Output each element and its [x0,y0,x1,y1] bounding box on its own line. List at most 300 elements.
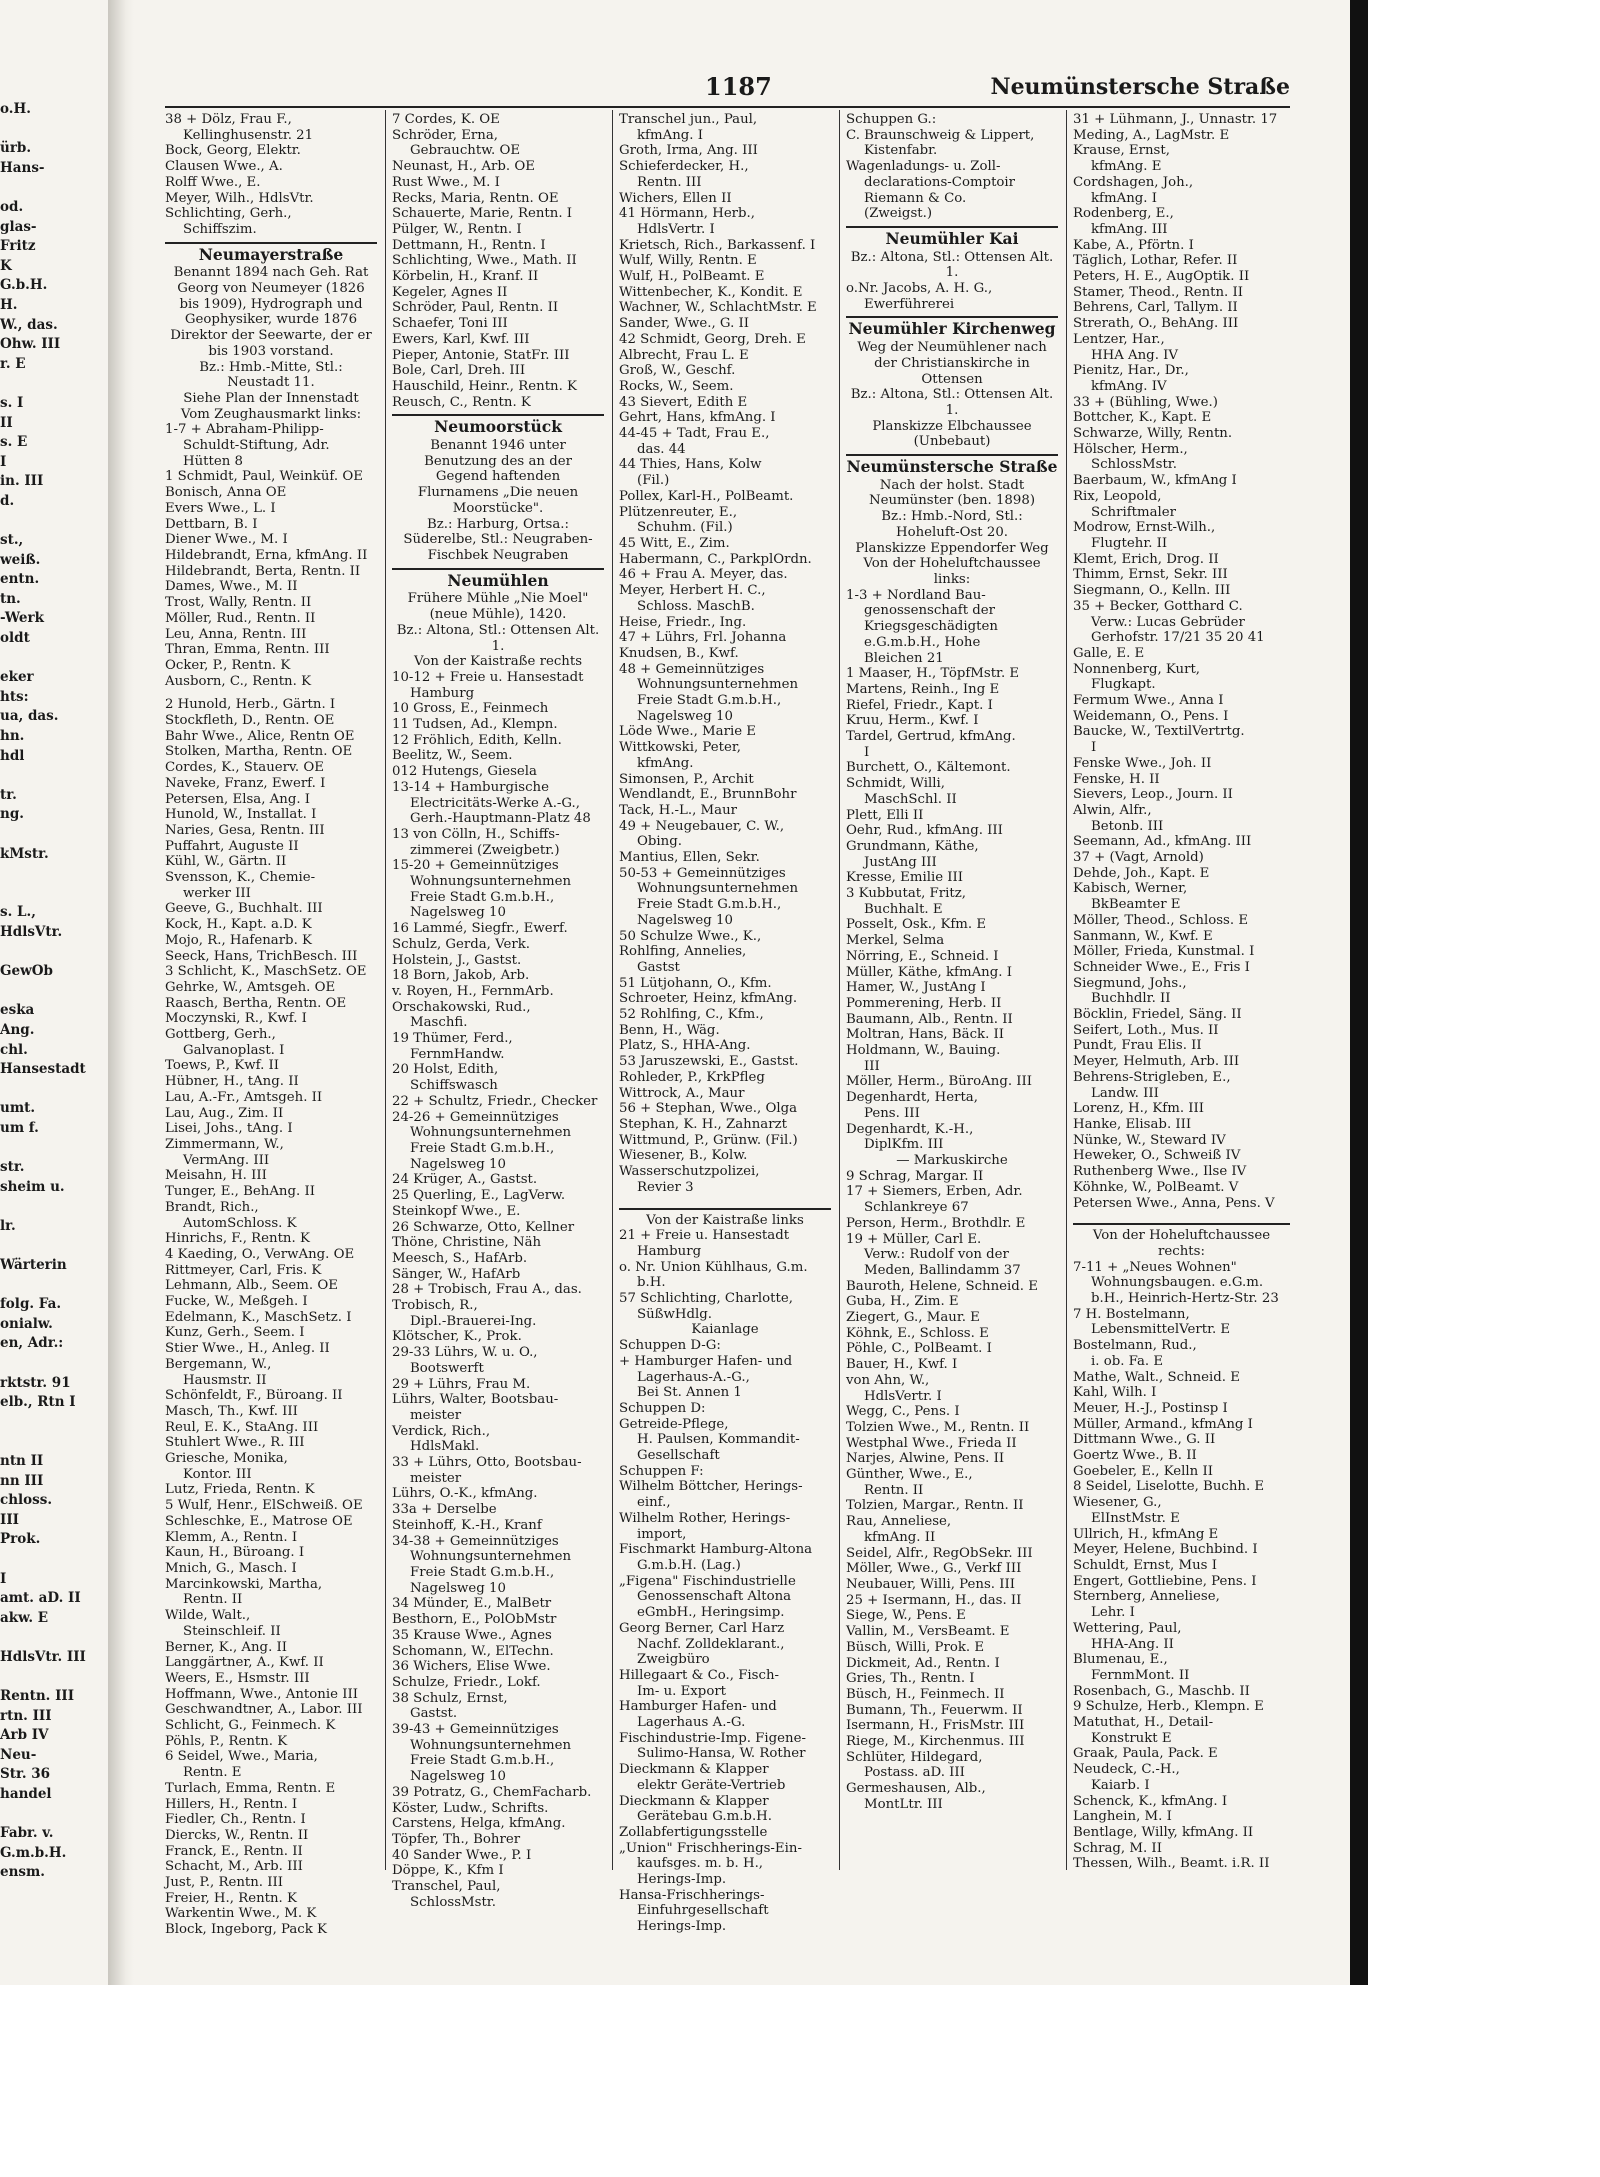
directory-entry: Schröder, Erna, [392,127,498,143]
directory-entry: Riege, M., Kirchenmus. III [846,1734,1025,1750]
directory-entry: 47 + Lührs, Frl. Johanna [619,630,787,646]
directory-entry: 7 H. Bostelmann, [1073,1306,1190,1322]
directory-entry: kfmAng. III [1091,221,1168,237]
directory-entry: Mantius, Ellen, Sekr. [619,850,760,866]
directory-entry: Thöne, Christine, Näh [392,1235,542,1251]
directory-entry: 42 Schmidt, Georg, Dreh. E [619,331,806,347]
directory-entry: Fischindustrie-Imp. Figene- [619,1730,806,1746]
directory-entry: 2 Hunold, Herb., Gärtn. I [165,697,336,713]
directory-entry: Stuhlert Wwe., R. III [165,1435,305,1451]
directory-entry: Schlicht, G., Feinmech. K [165,1718,336,1734]
directory-entry: Pundt, Frau Elis. II [1073,1038,1202,1054]
directory-entry: 21 + Freie u. Hansestadt [619,1228,790,1244]
directory-entry: Seemann, Ad., kfmAng. III [1073,834,1252,850]
directory-entry: (Unbebaut) [913,434,991,450]
directory-entry: Heise, Friedr., Ing. [619,614,747,630]
directory-entry: Holdmann, W., Bauing. [846,1043,1001,1059]
directory-entry: Krietsch, Rich., Barkassenf. I [619,237,816,253]
directory-entry: eGmbH., Heringsimp. [637,1605,785,1621]
prev-page-line [0,374,104,394]
directory-entry: 31 + Lühmann, J., Unnastr. 17 [1073,112,1278,127]
directory-entry: Lentzer, Har., [1073,331,1165,347]
prev-page-line: III [0,1511,19,1528]
directory-entry: Franck, E., Rentn. II [165,1843,303,1859]
directory-entry: Lührs, Walter, Bootsbau- [392,1392,559,1408]
directory-entry: 57 Schlichting, Charlotte, [619,1291,793,1307]
directory-entry: Von der Kaistraße rechts [413,654,583,670]
directory-entry: 37 + (Vagt, Arnold) [1073,850,1204,866]
directory-entry: e.G.m.b.H., Hohe [864,634,981,650]
directory-entry: Ruthenberg Wwe., Ilse IV [1073,1164,1247,1180]
directory-entry: Gehrke, W., Amtsgeh. OE [165,979,336,995]
directory-entry: 38 Schulz, Ernst, [392,1690,508,1706]
prev-page-line: glas- [0,218,37,235]
directory-entry: kaufsges. m. b. H., [637,1856,764,1872]
directory-entry: Kaun, H., Büroang. I [165,1545,305,1561]
directory-entry: Im- u. Export [637,1683,727,1699]
directory-entry: Kunz, Gerh., Seem. I [165,1325,305,1341]
prev-page-line [0,120,104,140]
directory-entry: Meuer, H.-J., Postinsp I [1073,1400,1228,1416]
directory-entry: Nagelsweg 10 [410,1580,506,1596]
directory-entry: Lisei, Johs., tAng. I [165,1121,293,1137]
column-divider [1066,110,1067,1870]
directory-entry: Albrecht, Frau L. E [619,347,749,363]
directory-entry: Modrow, Ernst-Wilh., [1073,520,1216,536]
directory-entry: SchlossMstr. [410,1894,496,1910]
directory-entry: Freie Stadt G.m.b.H., [637,693,782,709]
directory-entry: 41 Hörmann, Herb., [619,206,756,222]
directory-entry: 8 Seidel, Liselotte, Buchh. E [1073,1479,1265,1495]
directory-entry: Hildebrandt, Berta, Rentn. II [165,563,361,579]
page-header [160,72,1290,106]
directory-entry: Turlach, Emma, Rentn. E [165,1780,336,1796]
prev-page-line: akw. E [0,1609,49,1626]
directory-entry: Baerbaum, W., kfmAng I [1073,473,1237,489]
directory-entry: Weg der Neumühlener nach der Christianskirche in Ottensen [857,340,1047,387]
prev-page-line: hn. [0,728,25,744]
directory-entry: Cordes, K., Stauerv. OE [165,760,324,776]
directory-entry: Hildebrandt, Erna, kfmAng. II [165,547,368,563]
directory-entry: Mnich, G., Masch. I [165,1560,297,1576]
directory-entry: HdlsVertr. I [637,221,715,237]
directory-entry: Ocker, P., Rentn. K [165,657,291,673]
directory-entry: Rohleder, P., KrkPfleg [619,1069,765,1085]
directory-entry: Lagerhaus A.-G. [637,1715,746,1731]
directory-entry: Köhnke, W., PolBeamt. V [1073,1179,1239,1195]
directory-entry: „Union" Frischherings-Ein- [619,1840,802,1856]
directory-entry: Schaefer, Toni III [392,316,508,332]
prev-page-line [0,884,104,904]
prev-page-line: Hansestadt [0,1061,86,1078]
directory-entry: Planskizze Eppendorfer Weg [855,540,1049,556]
directory-column-1 [165,112,377,1938]
directory-entry: Hamer, W., JustAng I [846,980,986,996]
prev-page-line [0,1432,104,1452]
directory-entry: Köhnk, E., Schloss. E [846,1325,989,1341]
directory-entry [165,689,377,697]
directory-entry: FernmMont. II [1091,1667,1190,1683]
directory-entry: Schleschke, E., Matrose OE [165,1513,353,1529]
directory-entry: Freie Stadt G.m.b.H., [410,889,555,905]
directory-entry: kfmAng. [637,755,694,771]
directory-entry: Petersen Wwe., Anna, Pens. V [1073,1195,1275,1211]
directory-entry: b.H., Heinrich-Hertz-Str. 23 [1091,1291,1279,1307]
directory-entry: Kabe, A., Pförtn. I [1073,237,1194,253]
prev-page-line [0,1354,104,1374]
directory-entry: Bz.: Harburg, Ortsa.: Süderelbe, Stl.: Neugraben-Fischbek Neugraben [403,516,593,563]
directory-entry: 7-11 + „Neues Wohnen" [1073,1259,1237,1275]
directory-entry: Meyer, Wilh., HdlsVtr. [165,190,314,206]
directory-entry: Gastst [637,959,680,975]
directory-entry: Schuppen F: [619,1463,704,1479]
directory-entry: Lehr. I [1091,1605,1135,1621]
directory-entry: Degenhardt, K.-H., [846,1121,974,1137]
directory-entry: Schroeter, Heinz, kfmAng. [619,991,798,1007]
directory-entry: Cordshagen, Joh., [1073,174,1194,190]
directory-column-2 [392,112,604,1910]
directory-entry: Galle, E. E [1073,645,1145,661]
prev-page-line [0,178,104,198]
directory-entry: Moltran, Hans, Bäck. II [846,1027,1005,1043]
prev-page-line: HdlsVtr. [0,923,63,940]
directory-entry: G.m.b.H. (Lag.) [637,1557,741,1573]
directory-entry: Person, Herm., Brothdlr. E [846,1215,1026,1231]
directory-entry: Gehrt, Hans, kfmAng. I [619,410,776,426]
prev-page-line: H. [0,296,18,313]
directory-column-4 [846,112,1058,1872]
directory-entry: Schmidt, Willi, [846,776,945,792]
directory-entry: + Hamburger Hafen- und [619,1353,793,1369]
directory-entry: Fenske, H. II [1073,771,1160,787]
directory-entry: Hamburg [410,685,475,701]
directory-entry: Evers Wwe., L. I [165,500,276,516]
directory-entry: Flugkapt. [1091,677,1156,693]
directory-entry: Wilde, Walt., [165,1608,251,1624]
directory-entry: Griesche, Monika, [165,1451,288,1467]
directory-entry: Fermum Wwe., Anna I [1073,693,1224,709]
directory-entry: Dettbarn, B. I [165,516,258,532]
directory-entry: Mojo, R., Hafenarb. K [165,932,312,948]
directory-entry: Bz.: Altona, Stl.: Ottensen Alt. 1. [396,622,600,654]
directory-entry: Wilhelm Rother, Herings- [619,1510,791,1526]
prev-page-line: Str. 36 [0,1766,51,1783]
directory-entry: 24 Krüger, A., Gastst. [392,1172,538,1188]
directory-entry: Lührs, O.-K., kfmAng. [392,1486,538,1502]
directory-entry: Wittrock, A., Maur [619,1085,745,1101]
prev-page-line: kMstr. [0,845,49,862]
directory-entry: FernmHandw. [410,1046,505,1062]
prev-page-line: tr. [0,786,17,803]
directory-entry: Leu, Anna, Rentn. III [165,626,307,642]
directory-entry: Narjes, Alwine, Pens. II [846,1451,1005,1467]
directory-entry: 29 + Lührs, Frau M. [392,1376,531,1392]
directory-entry: Wohnungsunternehmen [410,1125,572,1141]
directory-entry: JustAng III [864,854,937,870]
directory-entry: Nach der holst. Stadt Neumünster (ben. 1898) [868,477,1036,509]
directory-entry: Möller, Wwe., G., Verkf III [846,1561,1022,1577]
prev-page-line: nn III [0,1472,44,1489]
directory-entry: Schiffszim. [183,221,257,237]
directory-entry: Von der Hoheluftchaussee rechts: [1073,1223,1290,1259]
directory-entry: Lagerhaus-A.-G., [637,1369,750,1385]
directory-entry: HHA Ang. IV [1091,347,1179,363]
directory-entry: Büsch, Willi, Prok. E [846,1639,985,1655]
prev-page-line: I [0,1570,7,1587]
prev-page-line: G.b.H. [0,277,48,294]
prev-page-line [0,1138,104,1158]
prev-page-line: ua, das. [0,708,59,725]
directory-entry: Bauroth, Helene, Schneid. E [846,1278,1038,1294]
directory-entry: 1-3 + Nordland Bau- [846,587,986,603]
directory-entry: Steinkopf Wwe., E. [392,1203,521,1219]
prev-page-line [0,864,104,884]
header-rule [165,106,1290,108]
column-divider [839,110,840,1870]
directory-entry: 15-20 + Gemeinnütziges [392,858,559,874]
directory-entry: Diercks, W., Rentn. II [165,1827,309,1843]
directory-entry: Hillegaart & Co., Fisch- [619,1667,780,1683]
directory-entry: Svensson, K., Chemie- [165,870,316,886]
directory-entry: Neubauer, Willi, Pens. III [846,1576,1016,1592]
directory-entry: Nonnenberg, Kurt, [1073,661,1201,677]
directory-entry: HdlsMakl. [410,1439,480,1455]
directory-entry: Behrens, Carl, Tallym. II [1073,300,1238,316]
directory-entry: Wachner, W., SchlachtMstr. E [619,300,817,316]
directory-entry: C. Braunschweig & Lippert, [846,127,1035,143]
directory-entry: Bz.: Hmb.-Mitte, Stl.: Neustadt 11. [199,359,343,391]
directory-entry: Obing. [637,834,682,850]
directory-entry: Nagelsweg 10 [410,905,506,921]
prev-page-line [0,1236,104,1256]
directory-entry: 25 Querling, E., LagVerw. [392,1188,566,1204]
directory-entry: 1 Schmidt, Paul, Weinküf. OE [165,469,363,485]
directory-entry: Rentn. II [183,1592,243,1608]
prev-page-line: r. E [0,355,26,372]
directory-entry: Degenhardt, Herta, [846,1090,978,1106]
directory-entry: 28 + Trobisch, Frau A., das. [392,1282,582,1298]
directory-entry: 38 + Dölz, Frau F., [165,112,292,127]
directory-entry: Tardel, Gertrud, kfmAng. [846,729,1016,745]
directory-entry: Toews, P., Kwf. II [165,1058,280,1074]
directory-entry: Meyer, Helene, Buchbind. I [1073,1542,1258,1558]
directory-entry: ElInstMstr. E [1091,1510,1180,1526]
directory-entry: Dehde, Joh., Kapt. E [1073,865,1210,881]
street-heading: Neumünstersche Straße [846,454,1058,475]
directory-entry: Sternberg, Anneliese, [1073,1589,1220,1605]
prev-page-line: chloss. [0,1492,53,1509]
directory-entry: Edelmann, K., MaschSetz. I [165,1309,352,1325]
directory-entry: VermAng. III [183,1152,270,1168]
directory-entry: MaschSchl. II [864,791,957,807]
directory-entry: Hanke, Elisab. III [1073,1117,1192,1132]
directory-entry: Burchett, O., Kältemont. [846,760,1011,776]
directory-entry: „Figena" Fischindustrielle [619,1573,796,1589]
directory-entry: Pöhle, C., PolBeamt. I [846,1341,992,1357]
directory-entry: 50 Schulze Wwe., K., [619,928,762,944]
directory-entry: Raasch, Bertha, Rentn. OE [165,995,347,1011]
directory-entry: Plützenreuter, E., [619,504,738,520]
directory-entry: Geschwandtner, A., Labor. III [165,1702,363,1718]
directory-entry: Körbelin, H., Kranf. II [392,269,539,285]
directory-entry: Löde Wwe., Marie E [619,724,756,740]
prev-page-line: o.H. [0,101,31,117]
directory-entry: Lau, Aug., Zim. II [165,1105,284,1121]
directory-entry: 5 Wulf, Henr., ElSchweiß. OE [165,1498,363,1514]
directory-entry: Schlichting, Gerh., [165,206,292,222]
directory-entry: Schuppen D-G: [619,1338,721,1354]
prev-page-line [0,766,104,786]
prev-page-line: rtn. III [0,1707,52,1724]
prev-page-line: Fabr. v. [0,1825,54,1842]
directory-entry: 45 Witt, E., Zim. [619,535,730,551]
directory-entry: Möller, Frieda, Kunstmal. I [1073,944,1255,960]
directory-entry: Zimmermann, W., [165,1137,284,1152]
directory-entry: Gerhofstr. 17/21 35 20 41 [1091,630,1265,646]
directory-entry: Wohnungsunternehmen [410,1549,572,1565]
directory-entry: Freie Stadt G.m.b.H., [637,897,782,913]
directory-entry: Kontor. III [183,1466,252,1482]
directory-entry: Nörring, E., Schneid. I [846,948,999,964]
directory-entry: Langhein, M. I [1073,1809,1172,1825]
directory-entry: 25 + Isermann, H., das. II [846,1592,1022,1608]
directory-entry: Dettmann, H., Rentn. I [392,237,546,253]
directory-entry: Schlichting, Wwe., Math. II [392,253,577,269]
directory-entry: Lau, A.-Fr., Amtsgeh. II [165,1089,323,1105]
directory-entry: Postass. aD. III [864,1765,965,1781]
directory-entry: DiplKfm. III [864,1137,944,1153]
prev-page-line: Rentn. III [0,1688,75,1705]
directory-entry: AutomSchloss. K [183,1215,297,1231]
directory-entry: b.H. [637,1275,666,1291]
directory-entry: Schieferdecker, H., [619,159,749,175]
directory-entry: Kaianlage [691,1322,759,1338]
book-gutter [108,0,134,1985]
directory-entry: 10 Gross, E., Feinmech [392,701,549,717]
directory-entry: Schauerte, Marie, Rentn. I [392,206,573,222]
prev-page-line: K [0,257,12,274]
directory-entry: Beelitz, W., Seem. [392,748,513,764]
prev-page-line [0,1628,104,1648]
directory-entry: 33 + (Bühling, Wwe.) [1073,394,1218,410]
prev-page-line: W., das. [0,316,58,333]
directory-entry: Ziegert, G., Maur. E [846,1310,980,1326]
directory-entry: Rolff Wwe., E. [165,174,261,190]
prev-page-line: Wärterin [0,1257,67,1274]
directory-entry: Bergemann, W., [165,1356,272,1372]
directory-entry: Isermann, H., FrisMstr. III [846,1718,1025,1734]
prev-page-line [0,1668,104,1688]
directory-entry: 49 + Neugebauer, C. W., [619,818,785,834]
directory-entry: Knudsen, B., Kwf. [619,645,739,661]
directory-entry: Vallin, M., VersBeamt. E [846,1624,1010,1640]
directory-entry: Habermann, C., ParkplOrdn. [619,551,812,567]
page-edge-shadow [1350,0,1368,1985]
directory-entry: Schrag, M. II [1073,1840,1162,1856]
directory-entry: 29-33 Lührs, W. u. O., [392,1345,538,1361]
directory-entry: Tolzien Wwe., M., Rentn. II [846,1419,1030,1435]
directory-entry: Wagenladungs- u. Zoll- [846,159,1001,175]
directory-entry: Meisahn, H. III [165,1168,267,1184]
directory-entry: Galvanoplast. I [183,1042,285,1058]
directory-entry: Lutz, Frieda, Rentn. K [165,1482,315,1498]
directory-entry: 56 + Stephan, Wwe., Olga [619,1101,798,1117]
directory-entry: 43 Sievert, Edith E [619,394,748,410]
directory-entry: genossenschaft der [864,603,996,619]
directory-entry: Blumenau, E., [1073,1652,1168,1668]
directory-entry: Thimm, Ernst, Sekr. III [1073,567,1228,583]
prev-page-line: I [0,453,7,470]
directory-entry: Just, P., Rentn. III [165,1875,284,1891]
directory-entry: Masch, Th., Kwf. III [165,1403,298,1419]
directory-entry: Merkel, Selma [846,933,945,949]
directory-entry: Graak, Paula, Pack. E [1073,1746,1218,1762]
street-heading: Neumoorstück [392,414,604,435]
prev-page-line [0,1805,104,1825]
prev-page-line [0,1197,104,1217]
directory-entry: Müller, Käthe, kfmAng. I [846,964,1012,980]
prev-page-line: amt. aD. II [0,1590,81,1607]
directory-entry: Dieckmann & Klapper [619,1762,769,1778]
directory-entry: Pülger, W., Rentn. I [392,221,522,237]
directory-entry: kfmAng. E [1091,159,1162,175]
prev-page-line: Ang. [0,1021,35,1038]
directory-entry: 18 Born, Jakob, Arb. [392,968,530,984]
directory-entry: Benannt 1894 nach Geh. Rat Georg von Neumeyer (1826 bis 1909), Hydrograph und Geophysiker, wurde 1876 Direktor der Seewarte, der er bis 1903 vorstand. [170,265,372,359]
directory-entry: HdlsVertr. I [864,1388,942,1404]
directory-entry: SüßwHdlg. [637,1306,713,1322]
directory-entry: Wendlandt, E., BrunnBohr [619,787,797,803]
directory-entry: Pollex, Karl-H., PolBeamt. [619,488,794,504]
directory-entry: Holstein, J., Gastst. [392,952,522,968]
directory-entry: Pöhls, P., Rentn. K [165,1733,288,1749]
directory-entry: Gries, Th., Rentn. I [846,1671,975,1687]
directory-entry: Kahl, Wilh. I [1073,1385,1157,1401]
directory-entry: kfmAng. IV [1091,378,1167,394]
directory-entry: Schuldt, Ernst, Mus I [1073,1557,1217,1573]
directory-entry: 13 von Cölln, H., Schiffs- [392,826,560,842]
directory-entry: Sievers, Leop., Journ. II [1073,787,1233,803]
directory-entry: Schneider Wwe., E., Fris I [1073,959,1250,975]
directory-entry: Einfuhrgesellschaft [637,1903,769,1919]
directory-entry: Gerätebau G.m.b.H. [637,1809,772,1825]
directory-entry: Peters, H. E., AugOptik. II [1073,269,1250,285]
directory-entry: Bz.: Hmb.-Nord, Stl.: Hoheluft-Ost 20. [881,509,1023,540]
directory-entry: einf., [637,1495,671,1511]
street-heading: Neumühler Kirchenweg [846,316,1058,337]
prev-page-line: eska [0,1002,35,1019]
directory-entry: 7 Cordes, K. OE [392,112,500,127]
directory-entry [1073,1211,1290,1219]
directory-entry: Plett, Elli II [846,807,924,823]
directory-entry: Nünke, W., Steward IV [1073,1132,1226,1148]
directory-entry: Clausen Wwe., A. [165,159,283,175]
directory-entry: Guba, H., Zim. E [846,1294,959,1310]
directory-entry: Lorenz, H., Kfm. III [1073,1101,1205,1117]
directory-entry: Hoffmann, Wwe., Antonie III [165,1686,358,1702]
directory-entry: Bostelmann, Rud., [1073,1338,1197,1354]
directory-entry: Behrens-Strigleben, E., [1073,1069,1231,1085]
directory-entry: Frühere Mühle „Nie Moel" (neue Mühle), 1420. [407,591,589,623]
directory-entry: Döppe, K., Kfm I [392,1863,504,1879]
directory-entry: Schlankreye 67 [864,1200,969,1216]
previous-page-fragment [0,100,104,1960]
directory-entry: Platz, S., HHA-Ang. [619,1038,751,1054]
directory-entry: Kaiarb. I [1091,1777,1150,1793]
column-divider [612,110,613,1870]
page-number: 1187 [705,72,772,101]
directory-entry: Matuthat, H., Detail- [1073,1715,1214,1731]
